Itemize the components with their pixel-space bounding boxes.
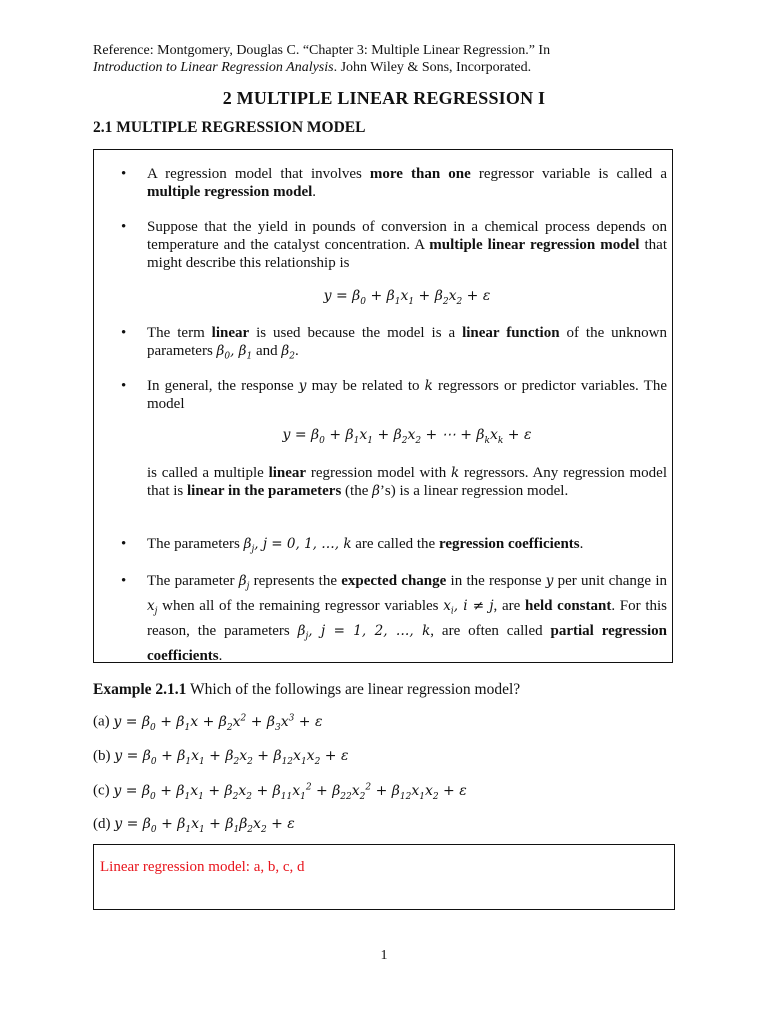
answer-text: Linear regression model: a, b, c, d <box>100 859 305 875</box>
equation-k-var: $y = \beta_0 + \beta_1x_1 + \beta_2x_2$ + ⋯ + $\beta_kx_k + \varepsilon$ <box>282 427 532 446</box>
reference <box>93 42 693 76</box>
equation-2-var: $y = \beta_0 + \beta_1x_1 + \beta_2x_2 + \varepsilon$ <box>323 288 491 307</box>
bullet-4-text-b: is called a multiple linear regression model with k regressors. Any regression model that is linear in the parameters (the β’s) is a linear regression model. <box>147 465 668 499</box>
reference-line1: Reference: Montgomery, Douglas C. “Chapter 3: Multiple Linear Regression.” In <box>93 43 551 58</box>
bullet-2-text: Suppose that the yield in pounds of conversion in a chemical process depends on temperature and the catalyst concentration. A multiple linear regression model that might describe this relationship is <box>147 219 667 271</box>
option-a: (a) $y = \beta_0 + \beta_1x + \beta_2x^2 + \beta_3x^3 + \varepsilon$ <box>93 713 323 733</box>
chapter-title: 2 MULTIPLE LINEAR REGRESSION I <box>222 88 546 108</box>
reference-book-title: Introduction to Linear Regression Analysis <box>93 60 334 75</box>
option-b: (b) $y = \beta_0 + \beta_1x_1 + \beta_2x_2 + \beta_{12}x_1x_2 + \varepsilon$ <box>93 748 349 767</box>
bullet-icon: • <box>121 166 127 182</box>
bullet-icon: • <box>121 536 127 552</box>
page-number: 1 <box>380 948 388 963</box>
bullet-1-text: A regression model that involves more than one regressor variable is called a multiple regression model. <box>147 166 667 200</box>
bullet-icon: • <box>121 219 127 235</box>
option-d: (d) $y = \beta_0 + \beta_1x_1 + \beta_1\beta_2x_2 + \varepsilon$ <box>93 816 295 835</box>
answer-box <box>93 844 675 910</box>
bullet-icon: • <box>121 573 127 589</box>
reference-publisher: . John Wiley & Sons, Incorporated. <box>333 60 532 75</box>
bullet-5-text: The parameters $\beta_j$, j = 0, 1, …, k are called the regression coefficients. <box>147 536 584 555</box>
example-heading: Example 2.1.1 Which of the followings are linear regression model? <box>93 681 521 698</box>
bullet-icon: • <box>121 325 127 341</box>
bullet-3-text: The term linear is used because the model is a linear function of the unknown parameters $\beta_0$, $\beta_1$ and $\beta_2$. <box>147 325 668 362</box>
bullet-6-text: The parameter $\beta_j$ represents the expected change in the response y per unit change in $x_j$ when all of the remaining regressor variables $x_i$, i ≠ j, are held constant. For this reason, the parameters $\beta_j$, j = 1, 2, …, k, are often called partial regression coefficients. <box>147 573 668 664</box>
section-heading: 2.1 MULTIPLE REGRESSION MODEL <box>93 119 366 136</box>
bullet-icon: • <box>121 378 127 394</box>
option-c: (c) $y = \beta_0 + \beta_1x_1 + \beta_2x_2 + \beta_{11}x_1^2 + \beta_{22}x_2^2 + \beta_{12}x_1x_2 + \varepsilon$ <box>93 782 467 802</box>
bullet-4-text-a: In general, the response y may be related to k regressors or predictor variables. The model <box>147 378 667 412</box>
